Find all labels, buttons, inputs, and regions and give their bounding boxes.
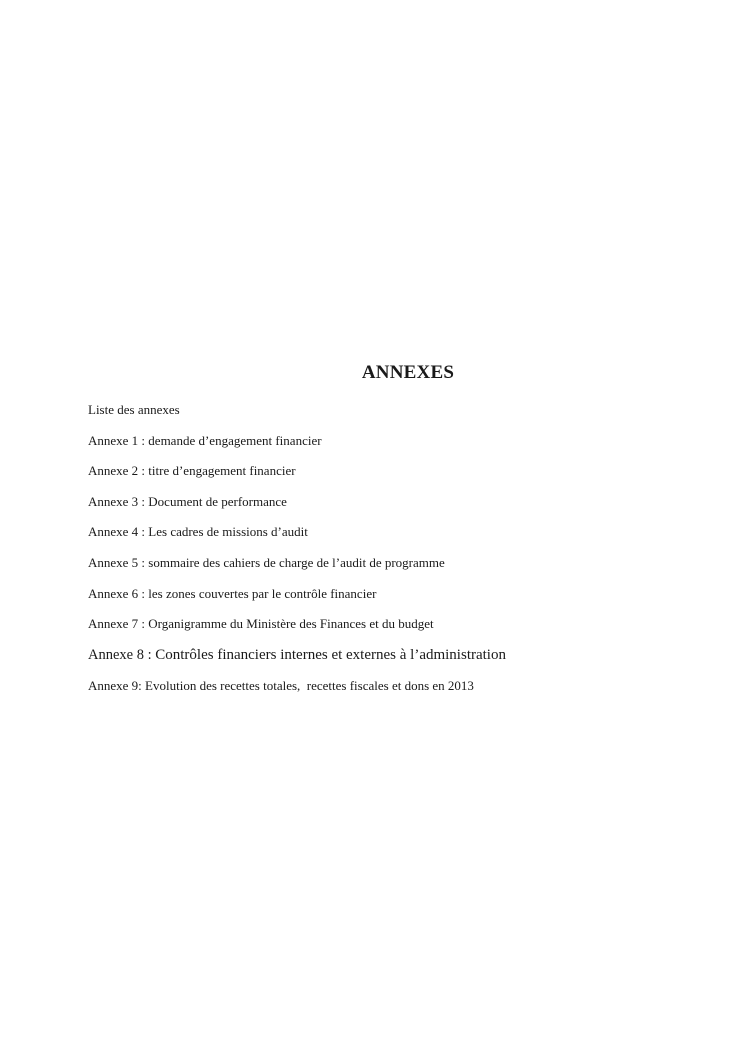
annex-text: Document de performance bbox=[148, 493, 287, 509]
annex-prefix: Annexe 2 : bbox=[88, 463, 149, 479]
annex-text: Organigramme du Ministère des Finances et du budget bbox=[148, 616, 434, 632]
annex-text: titre d’engagement financier bbox=[148, 463, 296, 479]
list-item bbox=[88, 647, 708, 678]
list-heading: Liste des annexes bbox=[88, 402, 180, 417]
annex-text: Evolution des recettes totales, recettes fiscales et dons en 2013 bbox=[145, 677, 474, 693]
annex-text: demande d’engagement financier bbox=[148, 432, 322, 448]
list-item bbox=[88, 463, 708, 494]
list-item bbox=[88, 678, 708, 709]
list-item bbox=[88, 616, 708, 647]
page-title-text: ANNEXES bbox=[361, 362, 455, 383]
annex-prefix: Annexe 9: bbox=[88, 677, 146, 693]
list-item bbox=[88, 494, 708, 525]
annex-prefix: Annexe 3 : bbox=[88, 493, 149, 509]
list-item bbox=[88, 586, 708, 617]
annex-prefix: Annexe 1 : bbox=[88, 432, 149, 448]
list-item bbox=[88, 524, 708, 555]
annex-prefix: Annexe 5 : bbox=[88, 554, 149, 570]
annex-text: sommaire des cahiers de charge de l’audit de programme bbox=[148, 554, 445, 570]
annex-text: Les cadres de missions d’audit bbox=[148, 524, 308, 540]
annex-prefix: Annexe 7 : bbox=[88, 616, 149, 632]
page-title bbox=[0, 362, 744, 384]
annex-text: Contrôles financiers internes et externes à l’administration bbox=[155, 646, 506, 663]
annex-prefix: Annexe 4 : bbox=[88, 524, 149, 540]
annex-prefix: Annexe 8 : bbox=[88, 646, 156, 663]
list-item bbox=[88, 433, 708, 464]
annex-prefix: Annexe 6 : bbox=[88, 585, 149, 601]
annex-list bbox=[88, 402, 708, 708]
list-item bbox=[88, 555, 708, 586]
annex-text: les zones couvertes par le contrôle financier bbox=[148, 585, 377, 601]
